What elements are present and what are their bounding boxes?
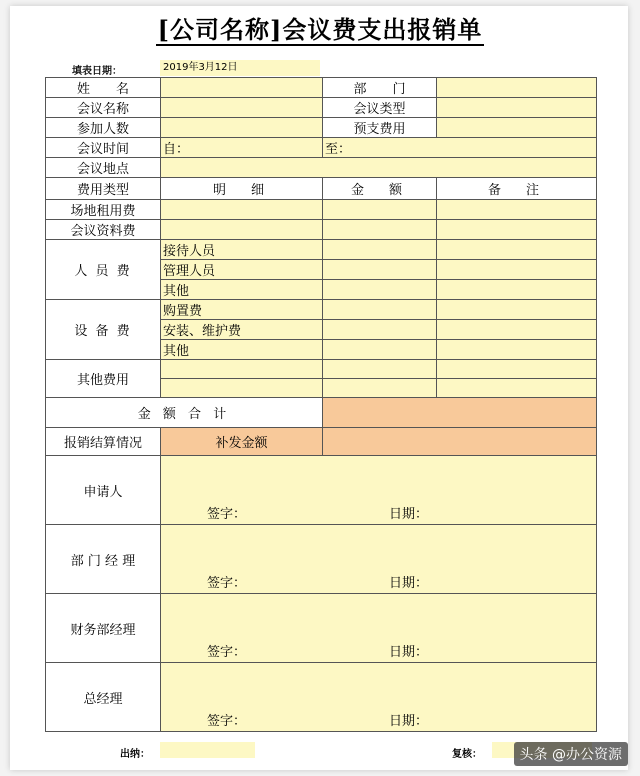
personnel-amount-2[interactable] [323,260,437,280]
page-title: [公司名称]会议费支出报销单 [157,15,483,44]
col-type-header: 费用类型 [46,178,161,200]
personnel-note-3[interactable] [437,280,597,300]
meeting-time-label: 会议时间 [46,138,161,158]
other-detail-2[interactable] [161,379,323,398]
sign-label: 签字： [207,645,247,660]
list-item[interactable]: 其他 [161,280,323,300]
personnel-amount-1[interactable] [323,240,437,260]
general-manager-label: 总经理 [46,663,161,732]
col-note-header: 备 注 [437,178,597,200]
location-label: 会议地点 [46,158,161,178]
venue-detail[interactable] [161,200,323,220]
dept-label: 部 门 [323,78,437,98]
meeting-type-field[interactable] [437,98,597,118]
attendees-field[interactable] [161,118,323,138]
fill-date-label: 填表日期： [72,66,122,77]
venue-note[interactable] [437,200,597,220]
equipment-amount-3[interactable] [323,340,437,360]
other-amount-2[interactable] [323,379,437,398]
venue-label: 场地租用费 [46,200,161,220]
meeting-type-label: 会议类型 [323,98,437,118]
personnel-note-1[interactable] [437,240,597,260]
reissue-amount-field[interactable] [323,428,597,456]
time-from-field[interactable] [161,138,323,158]
applicant-sign-area[interactable] [161,456,597,525]
prepaid-label: 预支费用 [323,118,437,138]
date-label: 日期： [389,576,429,591]
list-item[interactable]: 安装、维护费 [161,320,323,340]
cashier-field[interactable] [160,742,255,758]
date-label: 日期： [389,645,429,660]
location-field[interactable] [161,158,597,178]
materials-label: 会议资料费 [46,220,161,240]
sign-label: 签字： [207,714,247,729]
list-item[interactable]: 购置费 [161,300,323,320]
prepaid-field[interactable] [437,118,597,138]
equipment-note-2[interactable] [437,320,597,340]
equipment-note-1[interactable] [437,300,597,320]
equipment-note-3[interactable] [437,340,597,360]
personnel-amount-3[interactable] [323,280,437,300]
personnel-note-2[interactable] [437,260,597,280]
reviewer-label: 复核： [452,749,482,760]
finance-manager-sign-area[interactable] [161,594,597,663]
materials-detail[interactable] [161,220,323,240]
time-to-label: 至： [325,142,352,157]
time-to-field[interactable] [323,138,597,158]
finance-manager-label: 财务部经理 [46,594,161,663]
date-label: 日期： [389,507,429,522]
sign-label: 签字： [207,507,247,522]
time-from-label: 自： [163,142,190,157]
dept-manager-label: 部 门 经 理 [46,525,161,594]
equipment-amount-1[interactable] [323,300,437,320]
fill-date-value[interactable]: 2019年3月12日 [160,60,320,76]
applicant-label: 申请人 [46,456,161,525]
name-field[interactable] [161,78,323,98]
attendees-label: 参加人数 [46,118,161,138]
reissue-label: 补发金额 [161,428,323,456]
dept-manager-sign-area[interactable] [161,525,597,594]
other-detail-1[interactable] [161,360,323,379]
other-note-2[interactable] [437,379,597,398]
equipment-label: 设 备 费 [46,300,161,360]
meeting-name-field[interactable] [161,98,323,118]
sign-label: 签字： [207,576,247,591]
materials-amount[interactable] [323,220,437,240]
personnel-label: 人 员 费 [46,240,161,300]
other-note-1[interactable] [437,360,597,379]
list-item[interactable]: 管理人员 [161,260,323,280]
expense-form-table [45,77,597,732]
materials-note[interactable] [437,220,597,240]
cashier-label: 出纳： [120,749,150,760]
total-amount-field[interactable] [323,398,597,428]
list-item[interactable]: 其他 [161,340,323,360]
col-detail-header: 明 细 [161,178,323,200]
name-label: 姓 名 [46,78,161,98]
dept-field[interactable] [437,78,597,98]
settlement-label: 报销结算情况 [46,428,161,456]
total-label: 金 额 合 计 [46,398,323,428]
other-amount-1[interactable] [323,360,437,379]
date-label: 日期： [389,714,429,729]
general-manager-sign-area[interactable] [161,663,597,732]
venue-amount[interactable] [323,200,437,220]
col-amount-header: 金 额 [323,178,437,200]
list-item[interactable]: 接待人员 [161,240,323,260]
equipment-amount-2[interactable] [323,320,437,340]
meeting-name-label: 会议名称 [46,98,161,118]
other-expense-label: 其他费用 [46,360,161,398]
watermark: 头条 @办公资源 [514,742,628,766]
